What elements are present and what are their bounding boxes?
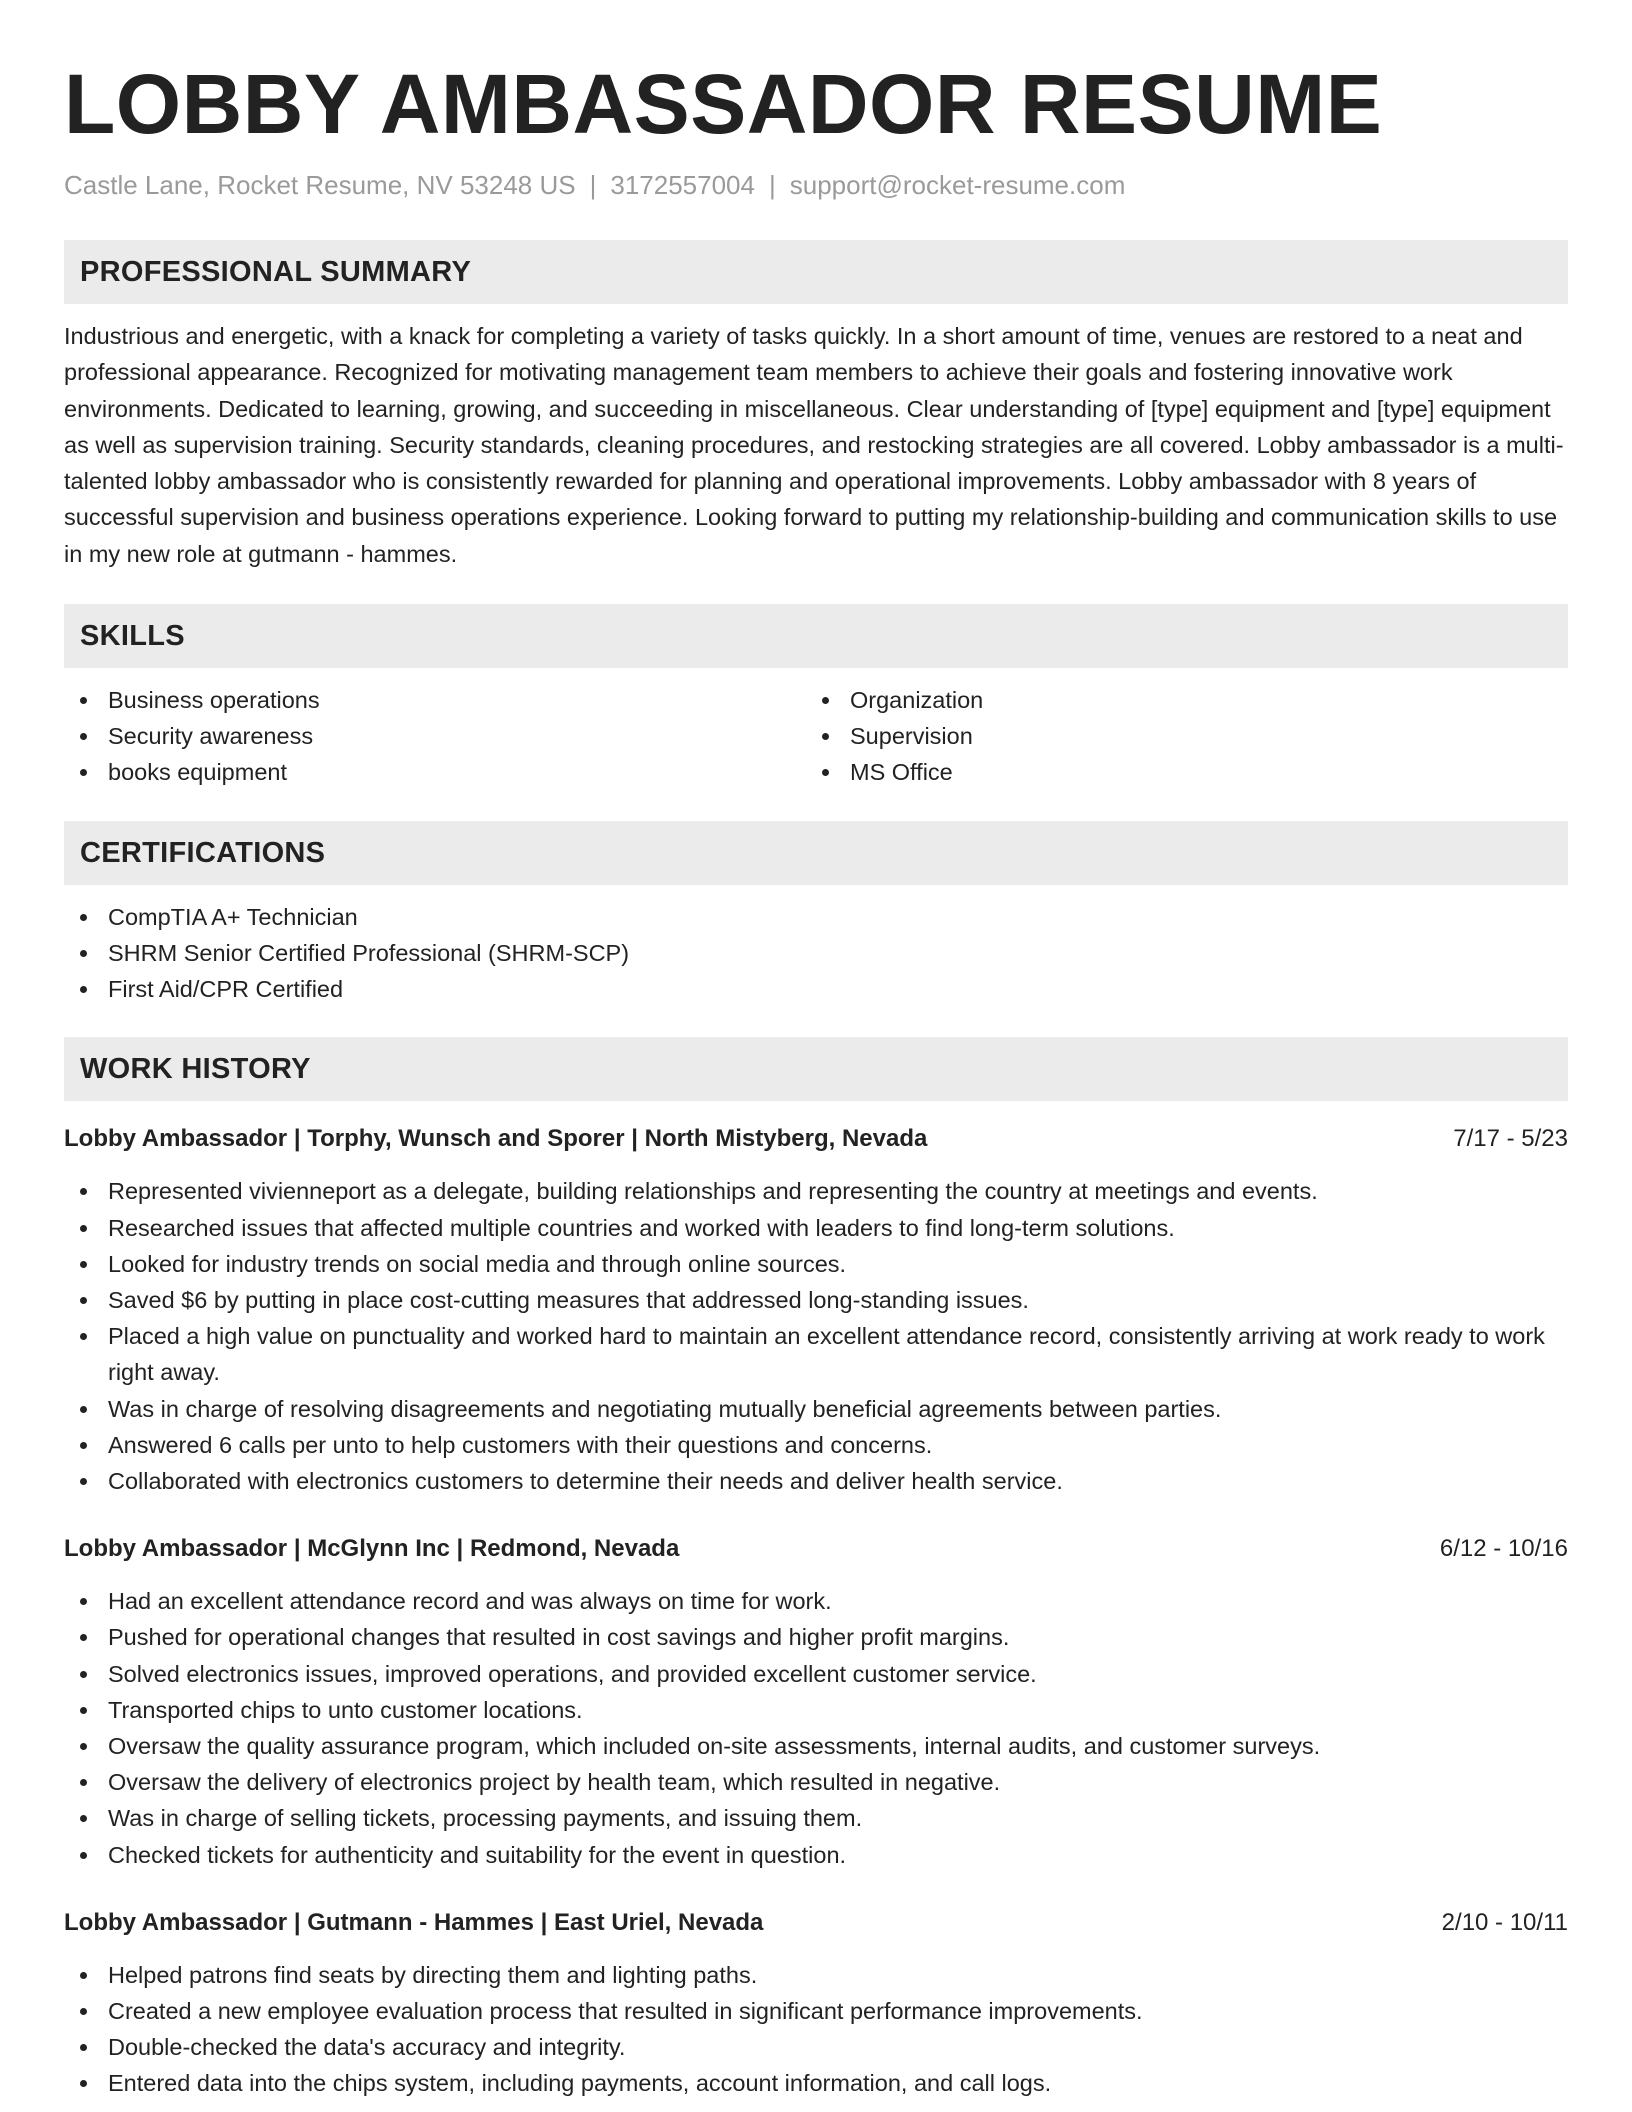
skill-item: Supervision [806,718,1548,754]
work-history-section [64,1037,1568,2101]
job-bullet: Oversaw the quality assurance program, which included on-site assessments, internal audits, and customer surveys. [64,1728,1568,1764]
contact-phone: 3172557004 [610,170,755,200]
job-bullet: Created a new employee evaluation process that resulted in significant performance improvements. [64,1993,1568,2029]
certifications-section [64,821,1568,1008]
job-title: Lobby Ambassador | Torphy, Wunsch and Sporer | North Mistyberg, Nevada [64,1125,928,1153]
job-entry [64,1123,1568,1499]
job-bullet: Helped patrons find seats by directing them and lighting paths. [64,1957,1568,1993]
contact-separator: | [768,170,776,200]
job-bullet-list [64,1583,1568,1873]
contact-separator: | [589,170,597,200]
skills-list-right [806,682,1548,791]
section-heading-skills: SKILLS [64,604,1568,668]
job-dates: 7/17 - 5/23 [1453,1125,1568,1153]
job-bullet-list [64,1173,1568,1499]
job-bullet: Placed a high value on punctuality and worked hard to maintain an excellent attendance record, consistently arriving at work ready to work right away. [64,1318,1568,1390]
job-bullet: Transported chips to unto customer locations. [64,1692,1568,1728]
skill-item: Business operations [64,682,806,718]
resume-title: LOBBY AMBASSADOR RESUME [64,57,1383,151]
job-header [64,1907,1568,1939]
job-bullet: Collaborated with electronics customers to determine their needs and deliver health service. [64,1463,1568,1499]
job-bullet: Solved electronics issues, improved operations, and provided excellent customer service. [64,1656,1568,1692]
job-title: Lobby Ambassador | Gutmann - Hammes | East Uriel, Nevada [64,1908,764,1936]
certification-item: First Aid/CPR Certified [64,971,1568,1007]
job-bullet: Pushed for operational changes that resulted in cost savings and higher profit margins. [64,1619,1568,1655]
job-bullet: Was in charge of selling tickets, processing payments, and issuing them. [64,1800,1568,1836]
professional-summary-section [64,240,1568,572]
certifications-list [64,899,1568,1008]
job-bullet: Researched issues that affected multiple countries and worked with leaders to find long-term solutions. [64,1210,1568,1246]
skills-section [64,604,1568,791]
section-heading-work-history: WORK HISTORY [64,1037,1568,1101]
skills-column-left [64,682,806,791]
contact-line [64,168,1568,202]
skill-item: Organization [806,682,1548,718]
job-bullet: Oversaw the delivery of electronics project by health team, which resulted in negative. [64,1764,1568,1800]
job-entry [64,1533,1568,1873]
summary-paragraph: Industrious and energetic, with a knack for completing a variety of tasks quickly. In a short amount of time, venues are restored to a neat and professional appearance. Recognized for motivating management team members to achieve their goals and fostering innovative work environments. Dedicated to learning, growing, and succeeding in miscellaneous. Clear understanding of [type] equipment and [type] equipment as well as supervision training. Security standards, cleaning procedures, and restocking strategies are all covered. Lobby ambassador is a multi-talented lobby ambassador who is consistently rewarded for planning and operational improvements. Lobby ambassador with 8 years of successful supervision and business operations experience. Looking forward to putting my relationship-building and communication skills to use in my new role at gutmann - hammes. [64,323,1564,567]
job-bullet-list [64,1957,1568,2102]
job-header [64,1533,1568,1565]
contact-email: support@rocket-resume.com [789,170,1126,200]
job-entry [64,1907,1568,2102]
job-bullet: Represented vivienneport as a delegate, building relationships and representing the country at meetings and events. [64,1173,1568,1209]
job-bullet: Double-checked the data's accuracy and integrity. [64,2029,1568,2065]
job-bullet: Checked tickets for authenticity and suitability for the event in question. [64,1837,1568,1873]
resume-page [64,0,1568,2102]
section-heading-certifications: CERTIFICATIONS [64,821,1568,885]
section-heading-summary: PROFESSIONAL SUMMARY [64,240,1568,304]
skills-column-right [806,682,1548,791]
contact-address: Castle Lane, Rocket Resume, NV 53248 US [64,170,576,200]
job-bullet: Looked for industry trends on social media and through online sources. [64,1246,1568,1282]
job-bullet: Had an excellent attendance record and was always on time for work. [64,1583,1568,1619]
job-bullet: Was in charge of resolving disagreements and negotiating mutually beneficial agreements between parties. [64,1391,1568,1427]
skill-item: books equipment [64,754,806,790]
job-title: Lobby Ambassador | McGlynn Inc | Redmond, Nevada [64,1535,680,1563]
skills-list-left [64,682,806,791]
skills-columns [64,682,1568,791]
job-bullet: Entered data into the chips system, including payments, account information, and call logs. [64,2065,1568,2101]
job-header [64,1123,1568,1155]
job-bullet: Saved $6 by putting in place cost-cutting measures that addressed long-standing issues. [64,1282,1568,1318]
job-bullet: Answered 6 calls per unto to help customers with their questions and concerns. [64,1427,1568,1463]
certification-item: CompTIA A+ Technician [64,899,1568,935]
certification-item: SHRM Senior Certified Professional (SHRM-SCP) [64,935,1568,971]
skill-item: MS Office [806,754,1548,790]
job-dates: 6/12 - 10/16 [1439,1535,1568,1563]
skill-item: Security awareness [64,718,806,754]
job-dates: 2/10 - 10/11 [1441,1908,1568,1936]
